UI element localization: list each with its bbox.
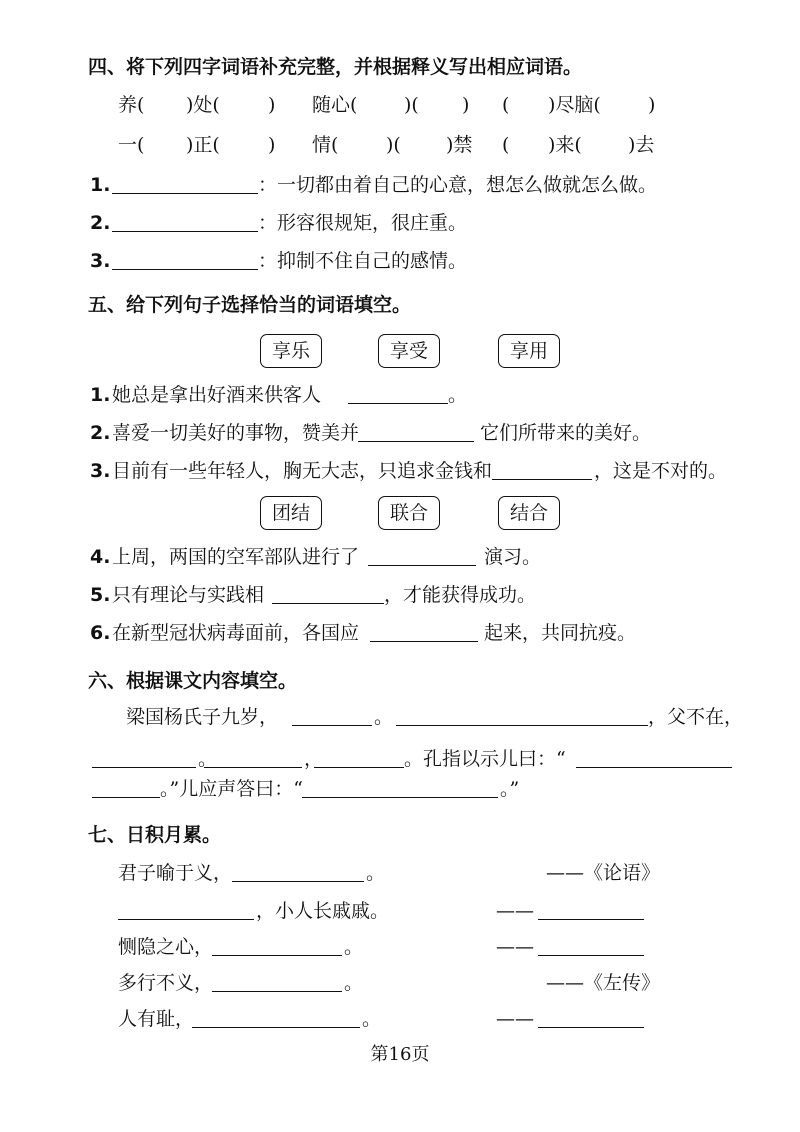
answer-blank[interactable]: [358, 440, 474, 442]
sentence-6: [0, 616, 800, 650]
quote-row-2: [0, 894, 800, 928]
definition-3: [0, 244, 800, 278]
answer-blank[interactable]: [396, 724, 648, 726]
sentence-text: 演习。: [484, 546, 542, 568]
answer-blank[interactable]: [112, 230, 258, 232]
question-number: 6.: [90, 622, 111, 644]
sentence-text: 上周，两国的空军部队进行了: [112, 546, 360, 568]
section-7-title: 七、日积月累。: [88, 824, 222, 846]
source-blank[interactable]: [538, 918, 644, 920]
idiom-part: (: [502, 94, 510, 116]
definition-2: [0, 206, 800, 240]
sentence-text: 它们所带来的美好。: [480, 422, 652, 444]
source-blank[interactable]: [538, 1026, 644, 1028]
definition-1: [0, 168, 800, 202]
answer-blank[interactable]: [368, 564, 476, 566]
idiom-part: ): [268, 94, 276, 116]
question-number: 1.: [90, 174, 111, 196]
answer-blank[interactable]: [232, 880, 364, 882]
sentence-text: 喜爱一切美好的事物，赞美并: [112, 422, 360, 444]
quote-text: 。: [362, 1008, 382, 1030]
section-6-title: 六、根据课文内容填空。: [88, 670, 298, 692]
passage-text: 。: [374, 706, 394, 728]
sentence-text: 目前有一些年轻人，胸无大志，只追求金钱和: [112, 460, 493, 482]
section-6-title-line: [0, 664, 800, 698]
sentence-2: [0, 416, 800, 450]
quote-row-5: [0, 1002, 800, 1036]
idiom-part: ): [648, 94, 656, 116]
word-choice-box: 结合: [498, 496, 560, 530]
word-choice-box: 享乐: [260, 334, 322, 368]
idiom-part: ): [268, 134, 276, 156]
section-5-title: 五、给下列句子选择恰当的词语填空。: [88, 294, 412, 316]
quote-row-1: [0, 856, 800, 890]
question-number: 3.: [90, 250, 111, 272]
word-choice-box: 享用: [498, 334, 560, 368]
word-choice-box: 团结: [260, 496, 322, 530]
answer-blank[interactable]: [292, 724, 372, 726]
answer-blank[interactable]: [212, 990, 342, 992]
question-number: 3.: [90, 460, 111, 482]
answer-blank[interactable]: [576, 766, 732, 768]
quote-text: 。: [344, 936, 364, 958]
passage-text: ，父不在，: [648, 706, 744, 728]
idiom-part: )(: [386, 134, 401, 156]
answer-blank[interactable]: [92, 796, 160, 798]
quote-text: ，小人长戚戚。: [256, 900, 390, 922]
answer-blank[interactable]: [204, 766, 302, 768]
passage-text: 。”儿应声答曰：“: [160, 778, 303, 800]
sentence-3: [0, 454, 800, 488]
sentence-text: ，这是不对的。: [594, 460, 728, 482]
idiom-part: )正(: [186, 134, 220, 156]
section-4-title: 四、将下列四字词语补充完整，并根据释义写出相应词语。: [88, 56, 583, 78]
text-fill-line-1: [0, 700, 800, 734]
answer-blank[interactable]: [370, 640, 478, 642]
sentence-5: [0, 578, 800, 612]
section-5-title-line: [0, 288, 800, 322]
source-dash: ——: [496, 1008, 534, 1030]
question-number: 2.: [90, 422, 111, 444]
source-blank[interactable]: [538, 954, 644, 956]
word-choices-2: [0, 496, 800, 530]
quote-source: ——《左传》: [546, 972, 661, 994]
question-number: 2.: [90, 212, 111, 234]
answer-blank[interactable]: [348, 402, 448, 404]
text-fill-line-3: [0, 772, 800, 806]
definition-text: ：形容很规矩，很庄重。: [258, 212, 468, 234]
answer-blank[interactable]: [112, 268, 258, 270]
definition-text: ：抑制不住自己的感情。: [258, 250, 468, 272]
idiom-part: )(: [404, 94, 419, 116]
answer-blank[interactable]: [314, 766, 404, 768]
section-4-title-line: [0, 50, 800, 84]
word-choices-1: [0, 334, 800, 368]
passage-text: 梁国杨氏子九岁，: [126, 706, 279, 728]
quote-text: 。: [366, 862, 386, 884]
idiom-part: )禁: [446, 134, 473, 156]
idiom-part: 一(: [118, 134, 145, 156]
word-choice-box: 享受: [378, 334, 440, 368]
page-number: 第16页: [370, 1044, 430, 1065]
sentence-text: 只有理论与实践相: [112, 584, 265, 606]
question-number: 1.: [90, 384, 111, 406]
idiom-part: 养(: [118, 94, 145, 116]
answer-blank[interactable]: [302, 796, 498, 798]
idiom-part: ): [462, 94, 470, 116]
idiom-part: 随心(: [312, 94, 358, 116]
idiom-row-2: [0, 128, 800, 162]
sentence-text: 在新型冠状病毒面前，各国应: [112, 622, 360, 644]
idiom-part: )处(: [186, 94, 220, 116]
answer-blank[interactable]: [272, 602, 384, 604]
source-dash: ——: [496, 936, 534, 958]
sentence-text: ，才能获得成功。: [384, 584, 537, 606]
question-number: 5.: [90, 584, 111, 606]
answer-blank[interactable]: [192, 1026, 360, 1028]
quote-row-3: [0, 930, 800, 964]
idiom-part: (: [502, 134, 510, 156]
passage-text: 。”: [500, 778, 520, 800]
answer-blank[interactable]: [492, 478, 592, 480]
definition-text: ：一切都由着自己的心意，想怎么做就怎么做。: [258, 174, 658, 196]
quote-text: 。: [344, 972, 364, 994]
sentence-text: 她总是拿出好酒来供客人: [112, 384, 322, 406]
quote-source: ——《论语》: [546, 862, 661, 884]
quote-text: 恻隐之心，: [118, 936, 214, 958]
question-number: 4.: [90, 546, 111, 568]
answer-blank[interactable]: [112, 192, 258, 194]
word-choice-box: 联合: [378, 496, 440, 530]
sentence-1: [0, 378, 800, 412]
passage-text: ，: [304, 748, 324, 770]
quote-text: 人有耻，: [118, 1008, 195, 1030]
passage-text: 。孔指以示儿曰：“: [404, 748, 566, 770]
answer-blank[interactable]: [212, 954, 342, 956]
idiom-part: )来(: [548, 134, 582, 156]
idiom-row-1: [0, 88, 800, 122]
passage-text: 。: [198, 748, 218, 770]
quote-text: 多行不义，: [118, 972, 214, 994]
idiom-part: )去: [628, 134, 655, 156]
section-7-title-line: [0, 818, 800, 852]
answer-blank[interactable]: [118, 918, 254, 920]
sentence-text: 起来，共同抗疫。: [484, 622, 637, 644]
idiom-part: )尽脑(: [548, 94, 601, 116]
sentence-4: [0, 540, 800, 574]
source-dash: ——: [496, 900, 534, 922]
quote-row-4: [0, 966, 800, 1000]
text-fill-line-2: [0, 742, 800, 776]
quote-text: 君子喻于义，: [118, 862, 233, 884]
sentence-text: 。: [448, 384, 468, 406]
answer-blank[interactable]: [92, 766, 196, 768]
idiom-part: 情(: [312, 134, 339, 156]
